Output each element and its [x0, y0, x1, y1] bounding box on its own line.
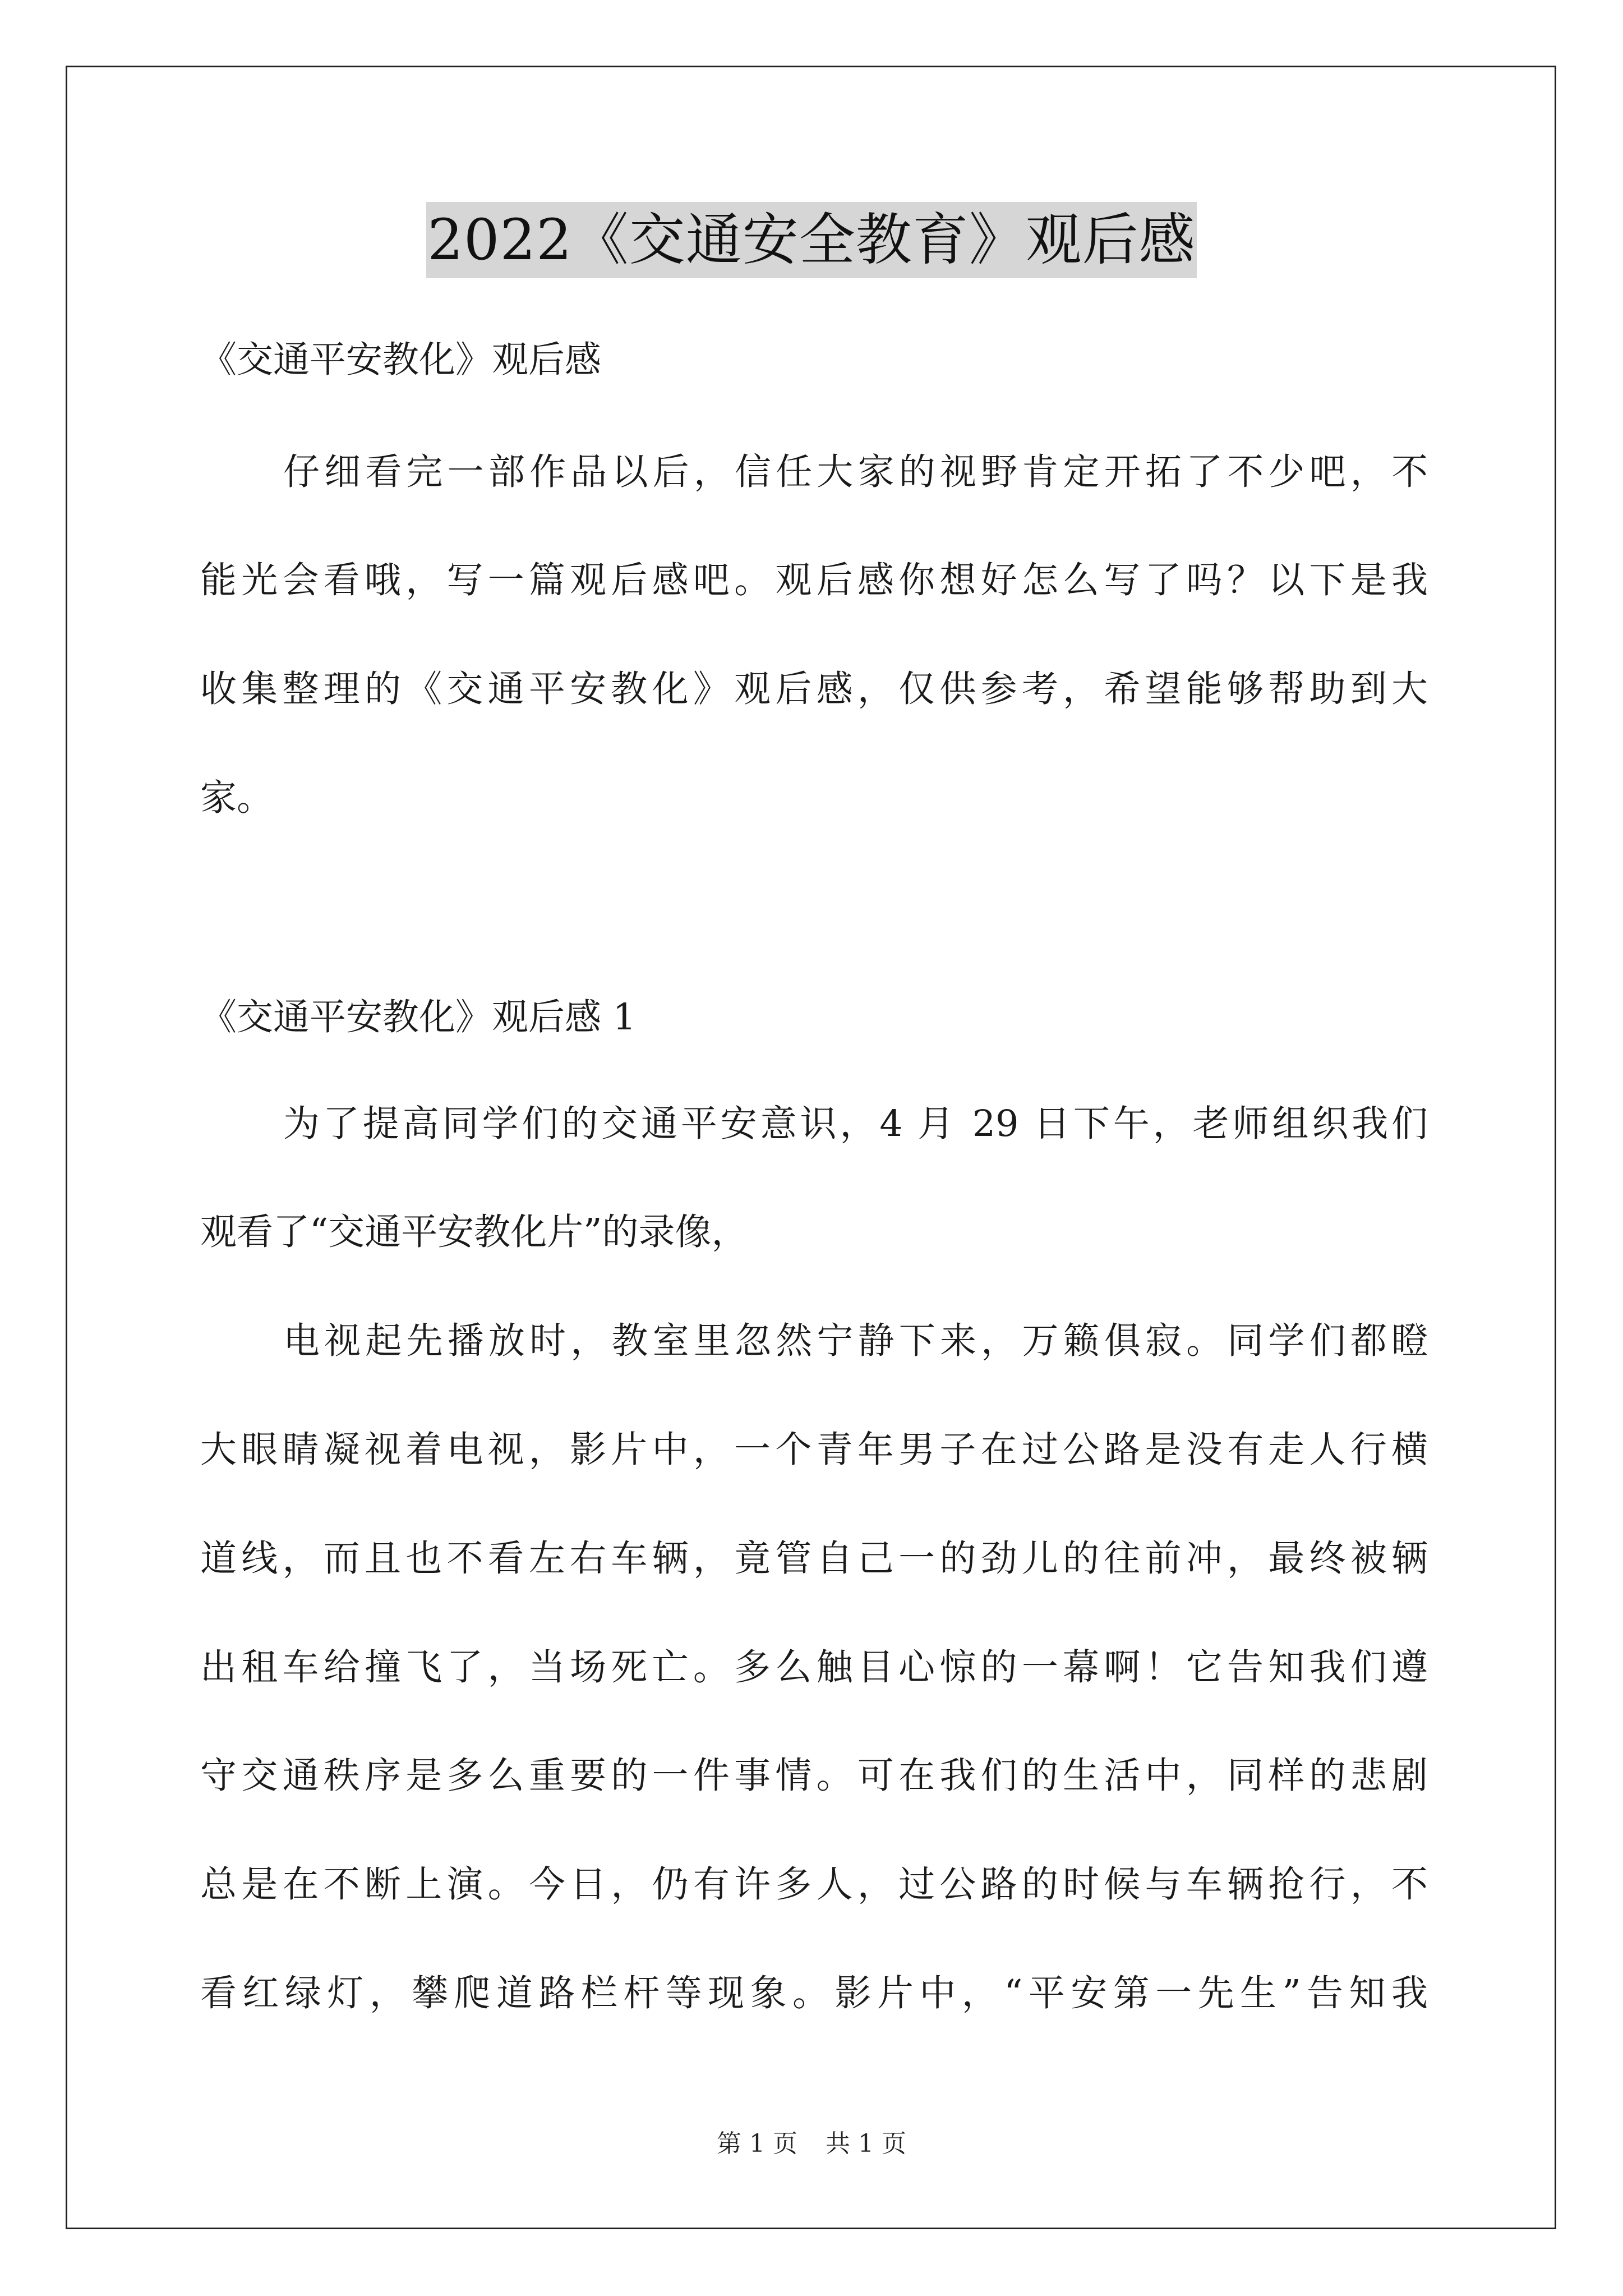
paragraph-line: 道线，而且也不看左右车辆，竟管自己一的劲儿的往前冲，最终被辆: [200, 1538, 1428, 1580]
intro-line: 仔细看完一部作品以后，信任大家的视野肯定开拓了不少吧，不: [283, 451, 1428, 493]
paragraph-line: 守交通秩序是多么重要的一件事情。可在我们的生活中，同样的悲剧: [200, 1755, 1428, 1797]
intro-line: 家。: [200, 777, 274, 819]
paragraph-line: 大眼睛凝视着电视，影片中，一个青年男子在过公路是没有走人行横: [200, 1429, 1428, 1471]
paragraph-line: 总是在不断上演。今日，仍有许多人，过公路的时候与车辆抢行，不: [200, 1864, 1428, 1906]
title-container: [0, 202, 1623, 278]
section-heading: 《交通平安教化》观后感: [200, 339, 602, 381]
document-title: 2022《交通安全教育》观后感: [426, 202, 1197, 278]
intro-line: 能光会看哦，写一篇观后感吧。观后感你想好怎么写了吗？以下是我: [200, 559, 1428, 601]
paragraph-line: 电视起先播放时，教室里忽然宁静下来，万籁俱寂。同学们都瞪: [283, 1320, 1428, 1362]
intro-line: 收集整理的《交通平安教化》观后感，仅供参考，希望能够帮助到大: [200, 668, 1428, 710]
paragraph-line: 为了提高同学们的交通平安意识，4 月 29 日下午，老师组织我们: [283, 1103, 1428, 1145]
paragraph-line: 看红绿灯，攀爬道路栏杆等现象。影片中，“平安第一先生”告知我: [200, 1972, 1428, 2014]
page-number: 第 1 页: [717, 2129, 797, 2158]
paragraph-line: 观看了“交通平安教化片”的录像，: [200, 1211, 748, 1253]
essay-heading: 《交通平安教化》观后感 1: [200, 996, 637, 1038]
page-footer: [0, 2127, 1623, 2161]
paragraph-line: 出租车给撞飞了，当场死亡。多么触目心惊的一幕啊！它告知我们遵: [200, 1646, 1428, 1688]
page-total: 共 1 页: [826, 2129, 906, 2158]
